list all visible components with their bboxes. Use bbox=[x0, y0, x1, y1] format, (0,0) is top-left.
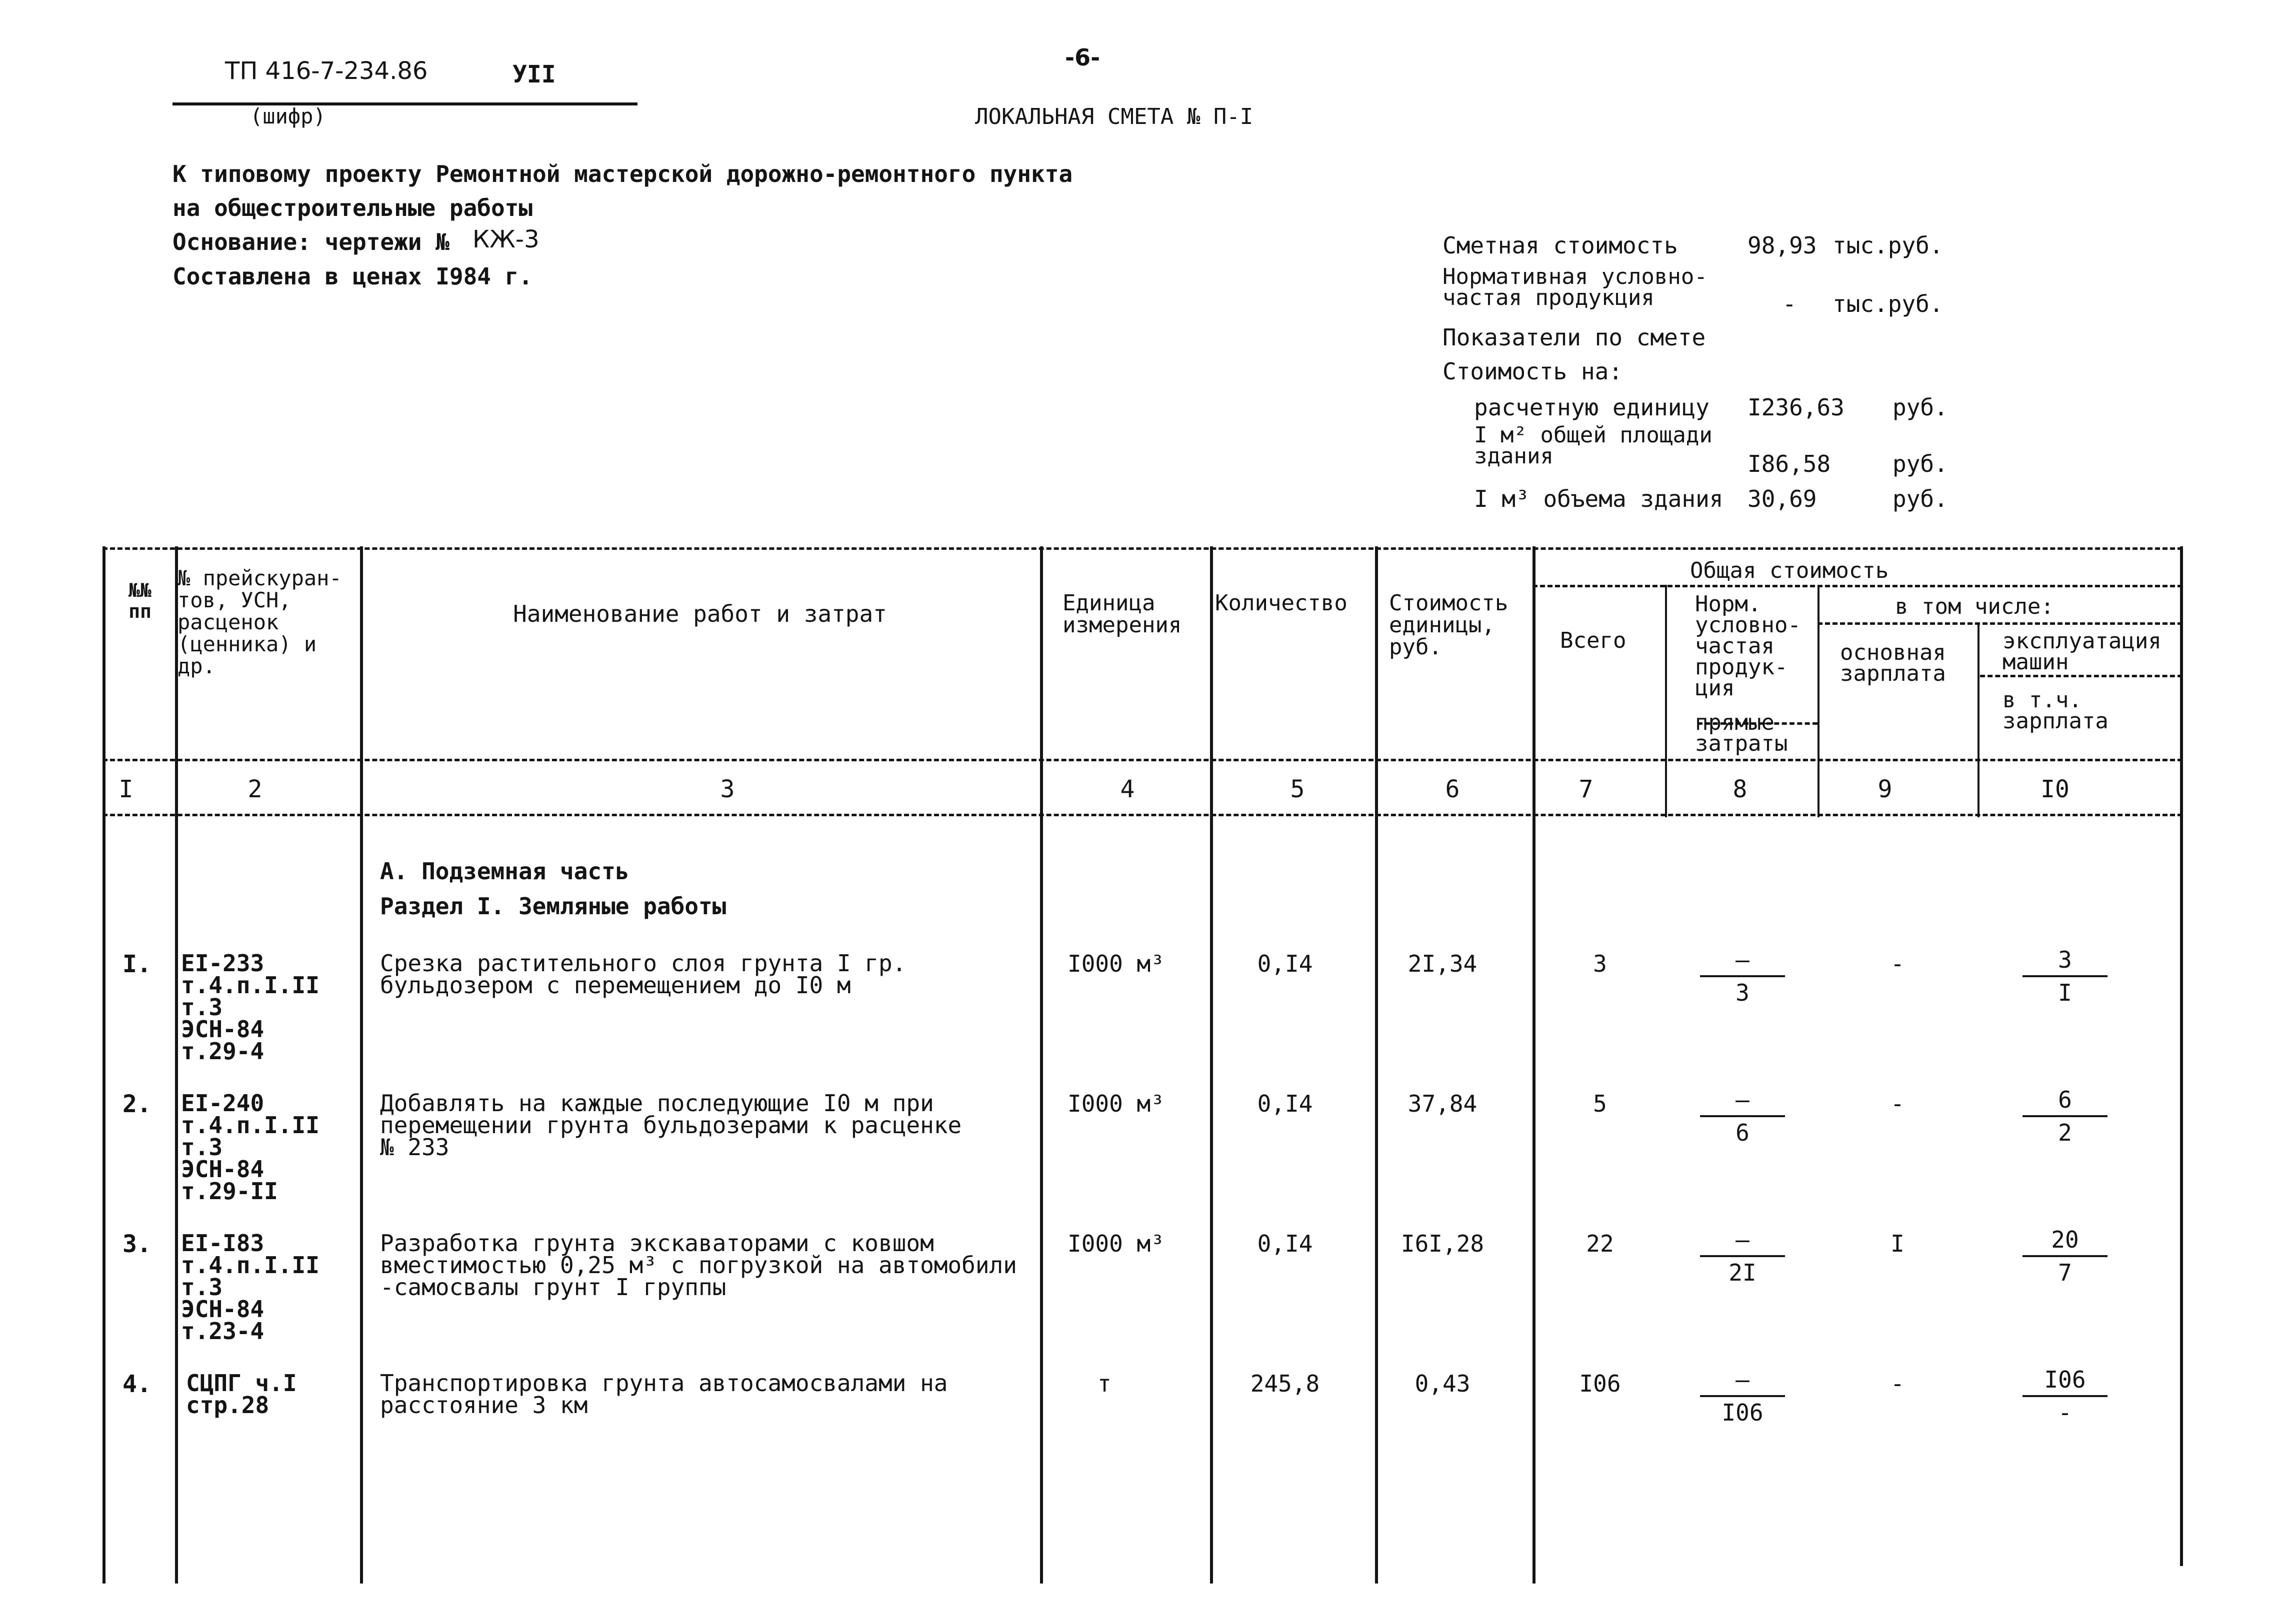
incl-group-rule bbox=[1818, 622, 2182, 625]
c10-numerator: 6 bbox=[2058, 1086, 2072, 1113]
col-numbers-rule bbox=[102, 814, 2182, 816]
c10-denominator: 7 bbox=[2058, 1259, 2072, 1286]
row-c10-fraction bbox=[2022, 947, 2108, 1005]
fraction-bar bbox=[1700, 1255, 1785, 1257]
vline-6 bbox=[1532, 546, 1536, 1584]
row-c8-fraction bbox=[1700, 1227, 1785, 1285]
row-unit: т bbox=[1098, 1370, 1112, 1397]
row-ref: EI-240 т.4.п.I.II т.3 ЭСН-84 т.29-II bbox=[181, 1090, 320, 1205]
fraction-bar bbox=[2022, 975, 2108, 977]
col-number-1: I bbox=[118, 775, 134, 803]
fraction-bar bbox=[1700, 975, 1785, 977]
header-c6: Стоимость единицы, руб. bbox=[1389, 590, 1508, 660]
fraction-bar bbox=[2022, 1395, 2108, 1397]
row-wage: I bbox=[1890, 1230, 1904, 1257]
table-top-rule bbox=[102, 547, 2182, 550]
vline-7 bbox=[1665, 585, 1667, 817]
row-wage: - bbox=[1890, 1090, 1904, 1117]
c8-numerator: – bbox=[1736, 1366, 1750, 1393]
row-work-name: Добавлять на каждые последующие I0 м при перемещении грунта бульдозерами к расценке № 233 bbox=[380, 1090, 962, 1161]
vline-10 bbox=[2180, 546, 2183, 1566]
row-ref: EI-I83 т.4.п.I.II т.3 ЭСН-84 т.23-4 bbox=[181, 1230, 320, 1345]
fraction-bar bbox=[1700, 1115, 1785, 1117]
vline-3 bbox=[1040, 546, 1043, 1584]
per-unit-value: I236,63 bbox=[1748, 394, 1844, 421]
per-m3-unit: руб. bbox=[1892, 485, 1948, 512]
row-wage: - bbox=[1890, 950, 1904, 977]
c10-denominator: I bbox=[2058, 979, 2072, 1006]
row-total: 3 bbox=[1593, 950, 1607, 977]
header-c9: основная зарплата bbox=[1840, 640, 1946, 686]
page-number: -6- bbox=[1065, 44, 1100, 71]
col-number-10: I0 bbox=[2040, 775, 2070, 803]
row-unit-price: 2I,34 bbox=[1408, 950, 1478, 977]
header-underline bbox=[172, 102, 638, 105]
estimated-cost-label: Сметная стоимость bbox=[1442, 232, 1678, 259]
total-group-rule bbox=[1532, 585, 2182, 587]
project-line-2: на общестроительные работы bbox=[172, 194, 533, 221]
row-number: 3. bbox=[122, 1230, 152, 1258]
c8-denominator: 2I bbox=[1728, 1259, 1756, 1286]
header-c7: Всего bbox=[1560, 628, 1626, 653]
row-c10-fraction bbox=[2022, 1367, 2108, 1425]
estimated-cost-unit: тыс.руб. bbox=[1832, 232, 1944, 259]
vline-0 bbox=[102, 546, 106, 1584]
c8-denominator: 3 bbox=[1736, 979, 1750, 1006]
c8-denominator: 6 bbox=[1736, 1119, 1750, 1146]
basis-value: КЖ-3 bbox=[472, 225, 540, 253]
col-number-7: 7 bbox=[1578, 775, 1594, 803]
c8-denominator: I06 bbox=[1722, 1399, 1764, 1426]
fraction-bar bbox=[1700, 1395, 1785, 1397]
row-number: 4. bbox=[122, 1370, 152, 1398]
col-number-5: 5 bbox=[1290, 775, 1305, 803]
project-line-1: К типовому проекту Ремонтной мастерской дорожно-ремонтного пункта bbox=[172, 160, 1073, 187]
col-number-3: 3 bbox=[720, 775, 735, 803]
header-total-group: Общая стоимость bbox=[1690, 558, 1889, 583]
per-m2-value: I86,58 bbox=[1748, 450, 1831, 477]
section-1-title: Раздел I. Земляные работы bbox=[380, 893, 726, 920]
col-number-8: 8 bbox=[1732, 775, 1748, 803]
row-work-name: Транспортировка грунта автосамосвалами на расстояние 3 км bbox=[380, 1370, 948, 1419]
row-c8-fraction bbox=[1700, 1367, 1785, 1425]
row-c8-fraction bbox=[1700, 947, 1785, 1005]
c10-numerator: 20 bbox=[2051, 1226, 2079, 1253]
estimated-cost-value: 98,93 bbox=[1748, 232, 1817, 259]
header-c8-bottom: прямые затраты bbox=[1695, 710, 1788, 756]
col-number-6: 6 bbox=[1445, 775, 1460, 803]
row-c10-fraction bbox=[2022, 1087, 2108, 1145]
c8-numerator: – bbox=[1736, 946, 1750, 973]
header-c5: Количество bbox=[1215, 590, 1348, 616]
prices-line: Составлена в ценах I984 г. bbox=[172, 263, 533, 290]
row-quantity: 0,I4 bbox=[1257, 950, 1313, 977]
fraction-bar bbox=[2022, 1115, 2108, 1117]
row-c8-fraction bbox=[1700, 1087, 1785, 1145]
row-c10-fraction bbox=[2022, 1227, 2108, 1285]
album-number: УІІ bbox=[512, 60, 556, 88]
indicators-label: Показатели по смете bbox=[1442, 324, 1706, 351]
per-m3-label: I м³ объема здания bbox=[1474, 485, 1724, 512]
c10-split-rule bbox=[1980, 675, 2182, 677]
row-total: 22 bbox=[1586, 1230, 1614, 1257]
c10-denominator: - bbox=[2058, 1399, 2072, 1426]
row-unit: I000 м³ bbox=[1068, 1230, 1164, 1257]
estimate-title: ЛОКАЛЬНАЯ СМЕТА № П-I bbox=[975, 104, 1254, 129]
row-ref: EI-233 т.4.п.I.II т.3 ЭСН-84 т.29-4 bbox=[181, 950, 320, 1065]
header-c3: Наименование работ и затрат bbox=[513, 600, 887, 627]
normative-value: - bbox=[1782, 290, 1796, 317]
c8-numerator: – bbox=[1736, 1086, 1750, 1113]
row-work-name: Срезка растительного слоя грунта I гр. бульдозером с перемещением до I0 м bbox=[380, 950, 906, 999]
per-m3-value: 30,69 bbox=[1748, 485, 1817, 512]
vline-2 bbox=[360, 546, 363, 1584]
col-number-2: 2 bbox=[248, 775, 262, 803]
section-a-title: А. Подземная часть bbox=[380, 858, 630, 885]
row-unit-price: I6I,28 bbox=[1400, 1230, 1484, 1257]
per-unit-unit: руб. bbox=[1892, 394, 1948, 421]
c10-denominator: 2 bbox=[2058, 1119, 2072, 1146]
row-work-name: Разработка грунта экскаваторами с ковшом вместимостью 0,25 м³ с погрузкой на автомобили -самосвалы грунт I группы bbox=[380, 1230, 1017, 1301]
row-quantity: 0,I4 bbox=[1257, 1090, 1313, 1117]
header-c1: №№ пп bbox=[128, 579, 152, 622]
header-c10-top: эксплуатация машин bbox=[2002, 628, 2162, 675]
row-unit: I000 м³ bbox=[1068, 950, 1164, 977]
fraction-bar bbox=[2022, 1255, 2108, 1257]
header-c4: Единица измерения bbox=[1062, 590, 1182, 638]
normative-unit: тыс.руб. bbox=[1832, 290, 1944, 317]
row-quantity: 245,8 bbox=[1250, 1370, 1320, 1397]
row-total: I06 bbox=[1579, 1370, 1621, 1397]
row-number: I. bbox=[122, 950, 152, 978]
col-number-9: 9 bbox=[1878, 775, 1892, 803]
row-total: 5 bbox=[1593, 1090, 1607, 1117]
header-c10-bottom: в т.ч. зарплата bbox=[2002, 687, 2108, 734]
header-c8-top: Норм. условно-частая продук-ция bbox=[1695, 591, 1801, 701]
col-number-4: 4 bbox=[1120, 775, 1135, 803]
per-m2-label: I м² общей площади здания bbox=[1474, 422, 1712, 469]
vline-5 bbox=[1375, 546, 1378, 1584]
header-c2: № прейскуран-тов, УСН, расценок (ценника) и др. bbox=[178, 566, 342, 678]
header-incl-group: в том числе: bbox=[1895, 594, 2054, 619]
vline-4 bbox=[1210, 546, 1213, 1584]
header-bottom-rule bbox=[102, 759, 2182, 761]
per-m2-unit: руб. bbox=[1892, 450, 1948, 477]
c8-numerator: – bbox=[1736, 1226, 1750, 1253]
row-wage: - bbox=[1890, 1370, 1904, 1397]
basis-label: Основание: чертежи № bbox=[172, 228, 450, 255]
c10-numerator: I06 bbox=[2044, 1366, 2086, 1393]
cipher-label: (шифр) bbox=[250, 104, 326, 128]
c10-numerator: 3 bbox=[2058, 946, 2072, 973]
row-unit-price: 37,84 bbox=[1408, 1090, 1478, 1117]
vline-8 bbox=[1818, 585, 1820, 817]
doc-code: ТП 416-7-234.86 bbox=[225, 57, 428, 85]
per-unit-label: расчетную единицу bbox=[1474, 394, 1710, 421]
row-number: 2. bbox=[122, 1090, 152, 1118]
row-unit: I000 м³ bbox=[1068, 1090, 1164, 1117]
row-quantity: 0,I4 bbox=[1257, 1230, 1313, 1257]
row-unit-price: 0,43 bbox=[1414, 1370, 1470, 1397]
cost-per-label: Стоимость на: bbox=[1442, 358, 1623, 385]
vline-1 bbox=[175, 546, 178, 1584]
normative-label: Нормативная условно-частая продукция bbox=[1442, 264, 1708, 310]
row-ref: СЦПГ ч.I стр.28 bbox=[186, 1370, 297, 1419]
vline-9 bbox=[1978, 622, 1980, 817]
